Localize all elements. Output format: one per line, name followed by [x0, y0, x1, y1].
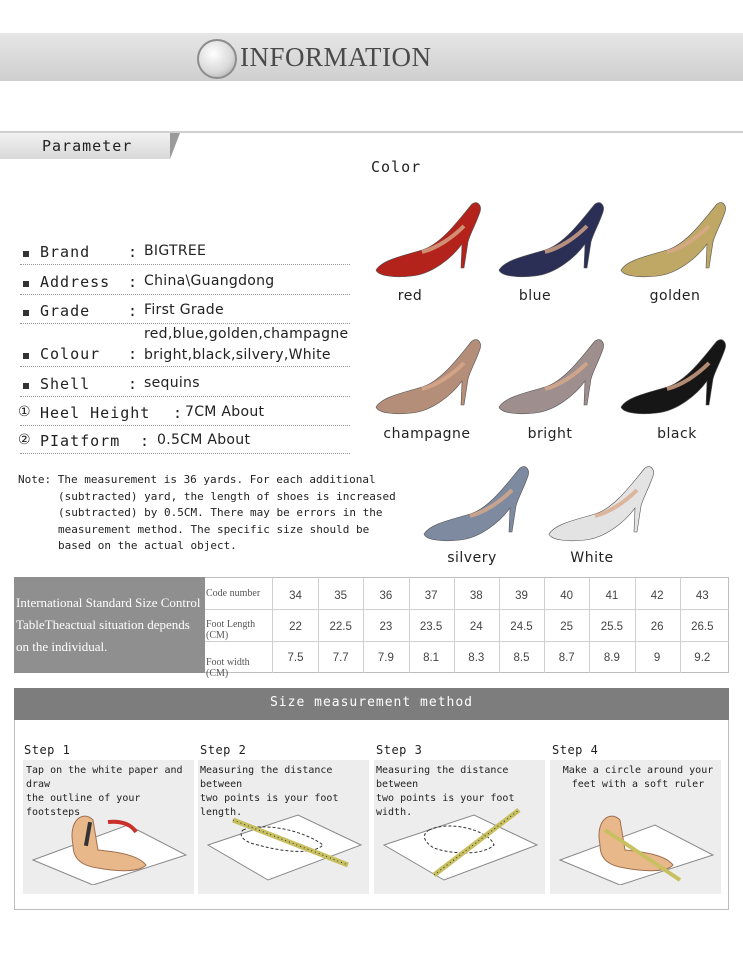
shoe-white-image — [545, 462, 657, 542]
table-cell: 41 — [605, 590, 619, 602]
spec-colon: : — [128, 243, 138, 261]
spec-colon: : — [128, 345, 138, 363]
shoe-blue-image — [495, 198, 607, 278]
table-cell: 36 — [379, 590, 393, 602]
spec-row-grade — [20, 302, 350, 324]
bullet-icon — [23, 251, 29, 257]
shoe-black-label: black — [657, 426, 697, 442]
spec-value: First Grade — [144, 302, 224, 318]
spec-row-shell — [20, 375, 350, 397]
spec-colon: : — [140, 432, 150, 450]
table-cell: 40 — [560, 590, 574, 602]
table-cell: 26.5 — [691, 621, 714, 633]
spec-row-address — [20, 273, 350, 295]
table-cell: 23 — [379, 621, 393, 633]
table-cell: 39 — [515, 590, 528, 602]
step-4-text — [554, 764, 722, 792]
spec-marker: ① — [18, 404, 31, 420]
row-label-code: Code number — [206, 588, 261, 599]
spec-value: BIGTREE — [144, 243, 207, 259]
table-cell: 8.5 — [513, 652, 530, 664]
table-cell: 8.9 — [603, 652, 620, 664]
table-cell: 34 — [289, 590, 302, 602]
step-text-line: the outline of your footsteps — [26, 793, 141, 818]
note-line: measurement method. The specific size should be — [58, 522, 370, 536]
spec-colon: : — [173, 404, 183, 422]
step-1-title: Step 1 — [24, 743, 71, 757]
table-cell: 9.2 — [694, 652, 711, 664]
shoe-silvery-image — [420, 462, 532, 542]
shoe-silvery-label: silvery — [447, 550, 497, 566]
row-label-foot-length: Foot Length (CM) — [206, 619, 256, 641]
table-cell: 22 — [289, 621, 302, 633]
table-cell: 35 — [334, 590, 348, 602]
bullet-icon — [23, 353, 29, 359]
step-4-title: Step 4 — [552, 743, 599, 757]
table-cell: 7.5 — [287, 652, 304, 664]
shoe-red-image — [372, 198, 484, 278]
spec-colon: : — [128, 302, 138, 320]
table-row-divider — [205, 609, 729, 610]
step-text-line: Measuring the distance between — [376, 765, 509, 790]
color-title: Color — [371, 158, 422, 176]
foot-circumference-illustration — [555, 800, 715, 885]
spec-key: Address — [40, 273, 111, 291]
spec-key: Brand — [40, 243, 91, 261]
step-text-line: Measuring the distance between — [200, 765, 333, 790]
step-text-line: Make a circle around your — [562, 765, 714, 776]
spec-value-line1: red,blue,golden,champagne — [144, 326, 349, 342]
table-cell: 8.1 — [423, 652, 440, 664]
step-3-title: Step 3 — [376, 743, 423, 757]
table-cell: 26 — [650, 621, 664, 633]
spec-key: PIatform — [40, 432, 121, 450]
shoe-golden-image — [617, 198, 729, 278]
table-cell: 43 — [695, 590, 709, 602]
row-label-foot-width: Foot width (CM) — [206, 657, 250, 679]
step-text-line: two points is your foot width. — [376, 793, 515, 818]
shoe-golden-label: golden — [649, 288, 701, 304]
note-line: based on the actual object. — [58, 539, 237, 552]
spec-row-colour — [20, 325, 350, 367]
banner-circle-icon — [197, 39, 237, 79]
foot-outline-illustration — [28, 800, 188, 885]
step-text-line: two points is your foot length. — [200, 793, 339, 818]
spec-key: Colour — [40, 345, 101, 363]
size-table-description: International Standard Size Control TableTheactual situation depends on the individual. — [16, 595, 201, 654]
table-cell: 25.5 — [600, 621, 624, 633]
shoe-white-label: White — [570, 550, 614, 566]
shoe-champagne-image — [372, 335, 484, 415]
spec-key: Shell — [40, 375, 91, 393]
spec-value: sequins — [144, 375, 200, 391]
note-line: Note: The measurement is 36 yards. For each additional — [18, 473, 376, 486]
table-cell: 7.9 — [377, 652, 394, 664]
parameter-tab-corner — [170, 133, 180, 159]
table-cell: 37 — [424, 590, 438, 602]
parameter-title: Parameter — [42, 137, 133, 155]
banner-title: INFORMATION — [240, 42, 432, 72]
spec-marker: ② — [18, 432, 31, 448]
table-cell: 24.5 — [510, 621, 533, 633]
table-cell: 25 — [560, 621, 574, 633]
table-cell: 7.7 — [332, 652, 349, 664]
spec-key: Grade — [40, 302, 91, 320]
spec-row-brand — [20, 243, 350, 265]
spec-value: 0.5CM About — [157, 432, 251, 448]
table-cell: 23.5 — [419, 621, 443, 633]
spec-value: 7CM About — [185, 404, 265, 420]
table-cell: 24 — [469, 621, 483, 633]
step-text-line: Tap on the white paper and draw — [26, 765, 183, 790]
shoe-bright-label: bright — [527, 426, 573, 442]
shoe-champagne-label: champagne — [383, 426, 471, 442]
step-text-line: feet with a soft ruler — [571, 779, 705, 790]
step-2-title: Step 2 — [200, 743, 247, 757]
spec-row-platform — [20, 432, 350, 454]
spec-row-heel-height — [20, 404, 350, 426]
measurement-note — [18, 472, 408, 555]
table-cell: 42 — [650, 590, 664, 602]
shoe-bright-image — [495, 335, 607, 415]
spec-value: China\Guangdong — [144, 273, 275, 289]
table-cell: 38 — [469, 590, 483, 602]
bullet-icon — [23, 310, 29, 316]
shoe-red-label: red — [397, 288, 423, 304]
spec-key: Heel Height — [40, 404, 151, 422]
table-cell: 9 — [653, 652, 661, 664]
spec-colon: : — [128, 375, 138, 393]
table-cell: 8.3 — [468, 652, 485, 664]
bullet-icon — [23, 383, 29, 389]
spec-value-line2: bright,black,silvery,White — [144, 347, 331, 363]
foot-length-illustration — [203, 800, 363, 885]
bullet-icon — [23, 281, 29, 287]
table-cell: 8.7 — [558, 652, 575, 664]
note-line: (subtracted) by 0.5CM. There may be errors in the — [58, 506, 383, 519]
spec-colon: : — [128, 273, 138, 291]
table-cell: 22.5 — [329, 621, 352, 633]
foot-width-illustration — [379, 800, 539, 885]
shoe-black-image — [617, 335, 729, 415]
note-line: (subtracted) yard, the length of shoes is increased — [58, 489, 396, 503]
shoe-blue-label: blue — [518, 288, 552, 304]
table-row-divider — [205, 641, 729, 642]
measurement-title: Size measurement method — [269, 695, 473, 710]
